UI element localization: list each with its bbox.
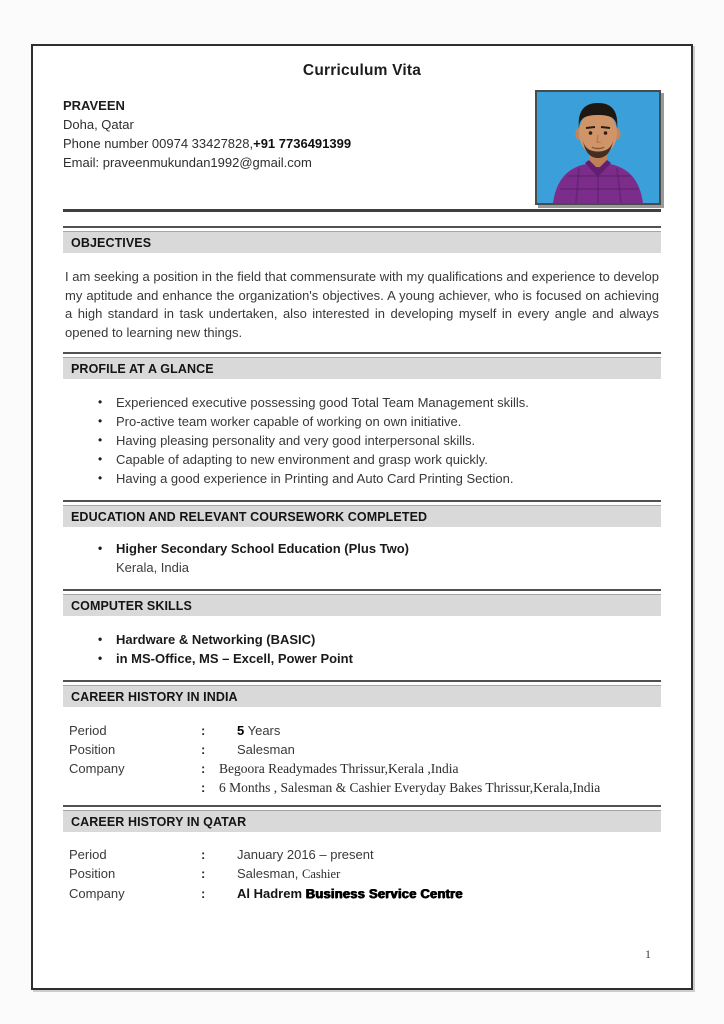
profile-heading: PROFILE AT A GLANCE [63, 357, 661, 379]
list-item [98, 630, 661, 649]
period-unit: Years [244, 723, 281, 738]
profile-bullet-text: Having a good experience in Printing and Auto Card Printing Section. [116, 471, 514, 486]
profile-bullet-text: Having pleasing personality and very good interpersonal skills. [116, 433, 476, 448]
company-name-bold: Al Hadrem [237, 886, 303, 901]
colon-separator: : [201, 742, 206, 757]
list-item [98, 431, 661, 450]
education-heading: EDUCATION AND RELEVANT COURSEWORK COMPLETED [63, 505, 661, 527]
field-value [237, 721, 280, 740]
education-location: Kerala, India [116, 560, 189, 575]
table-row [69, 778, 661, 797]
bullet-icon: • [98, 414, 103, 428]
objectives-heading: OBJECTIVES [63, 231, 661, 253]
candidate-name: PRAVEEN [63, 98, 125, 113]
position-sans: Salesman, [237, 866, 299, 881]
portrait-photo [535, 90, 661, 205]
position-serif: Cashier [302, 867, 341, 881]
section-header [63, 500, 661, 527]
computer-skills-heading: COMPUTER SKILLS [63, 594, 661, 616]
contact-location: Doha, Qatar [63, 117, 134, 132]
list-item [98, 469, 661, 488]
cv-content [33, 46, 691, 903]
field-label: Company [69, 886, 125, 901]
header-divider [63, 209, 661, 212]
field-value: Salesman [237, 742, 295, 757]
cv-document-page [31, 44, 693, 990]
field-value [237, 884, 463, 903]
bullet-icon: • [98, 452, 103, 466]
section-header [63, 680, 661, 707]
table-row [69, 864, 661, 884]
table-row [69, 884, 661, 903]
section-header [63, 352, 661, 379]
table-row [69, 759, 661, 778]
bullet-icon: • [98, 541, 103, 555]
field-value [237, 864, 340, 884]
list-item [98, 450, 661, 469]
computer-skills-list [63, 630, 661, 668]
table-row [69, 721, 661, 740]
field-label: Period [69, 847, 107, 862]
section-objectives [63, 226, 661, 342]
table-row [69, 845, 661, 864]
profile-bullet-list [63, 393, 661, 488]
field-label: Position [69, 866, 116, 881]
education-degree-text: Higher Secondary School Education (Plus Two) [116, 541, 410, 556]
field-label: Period [69, 723, 107, 738]
colon-separator: : [201, 866, 206, 881]
bullet-icon: • [98, 433, 103, 447]
page-number: 1 [645, 947, 651, 961]
contact-email: Email: praveenmukundan1992@gmail.com [63, 155, 312, 170]
field-value: January 2016 – present [237, 847, 374, 862]
profile-bullet-text: Experienced executive possessing good Total Team Management skills. [116, 395, 529, 410]
section-career-qatar [63, 805, 661, 903]
profile-bullet-text: Capable of adapting to new environment and grasp work quickly. [116, 452, 488, 467]
field-value: Begoora Readymades Thrissur,Kerala ,India [219, 761, 459, 776]
bullet-icon: • [98, 471, 103, 485]
list-item [98, 393, 661, 412]
header-section [63, 96, 661, 205]
field-label: Position [69, 742, 116, 757]
bullet-icon: • [98, 395, 103, 409]
colon-separator: : [201, 723, 206, 738]
field-label-empty [69, 778, 201, 797]
company-name-heavy: Business Service Centre [305, 886, 463, 901]
phone-bold: +91 7736491399 [253, 136, 352, 151]
profile-bullet-text: Pro-active team worker capable of working on own initiative. [116, 414, 462, 429]
colon-separator: : [201, 780, 206, 795]
list-item [98, 412, 661, 431]
career-qatar-heading: CAREER HISTORY IN QATAR [63, 810, 661, 832]
list-item [98, 649, 661, 668]
section-header [63, 589, 661, 616]
contact-phone [63, 134, 351, 153]
portrait-photo-illustration [537, 92, 659, 203]
section-career-india [63, 680, 661, 797]
contact-block [63, 96, 351, 172]
bullet-icon: • [98, 651, 103, 665]
education-degree [98, 539, 661, 558]
career-india-details [69, 721, 661, 797]
colon-separator: : [201, 761, 206, 776]
section-computer-skills [63, 589, 661, 668]
field-label: Company [69, 761, 125, 776]
page-title: Curriculum Vita [302, 62, 422, 79]
bullet-icon: • [98, 632, 103, 646]
table-row [69, 740, 661, 759]
objectives-paragraph: I am seeking a position in the field that commensurate with my qualifications and experience to develop my aptitude and enhance the organization's objectives. A young achiever, who is focused on achieving a high standard in task undertaken, also interested in developing myself in every angle and always opened to learning new things. [65, 269, 659, 340]
colon-separator: : [201, 886, 206, 901]
colon-separator: : [201, 847, 206, 862]
phone-regular: Phone number 00974 33427828, [63, 136, 254, 151]
career-india-heading: CAREER HISTORY IN INDIA [63, 685, 661, 707]
education-entry [98, 539, 661, 577]
period-number: 5 [237, 723, 245, 738]
field-value: 6 Months , Salesman & Cashier Everyday Bakes Thrissur,Kerala,India [219, 780, 601, 795]
section-header [63, 805, 661, 832]
section-education [63, 500, 661, 577]
career-qatar-details [69, 845, 661, 903]
skill-text: in MS-Office, MS – Excell, Power Point [116, 651, 353, 666]
section-profile [63, 352, 661, 488]
section-header [63, 226, 661, 253]
skill-text: Hardware & Networking (BASIC) [116, 632, 316, 647]
